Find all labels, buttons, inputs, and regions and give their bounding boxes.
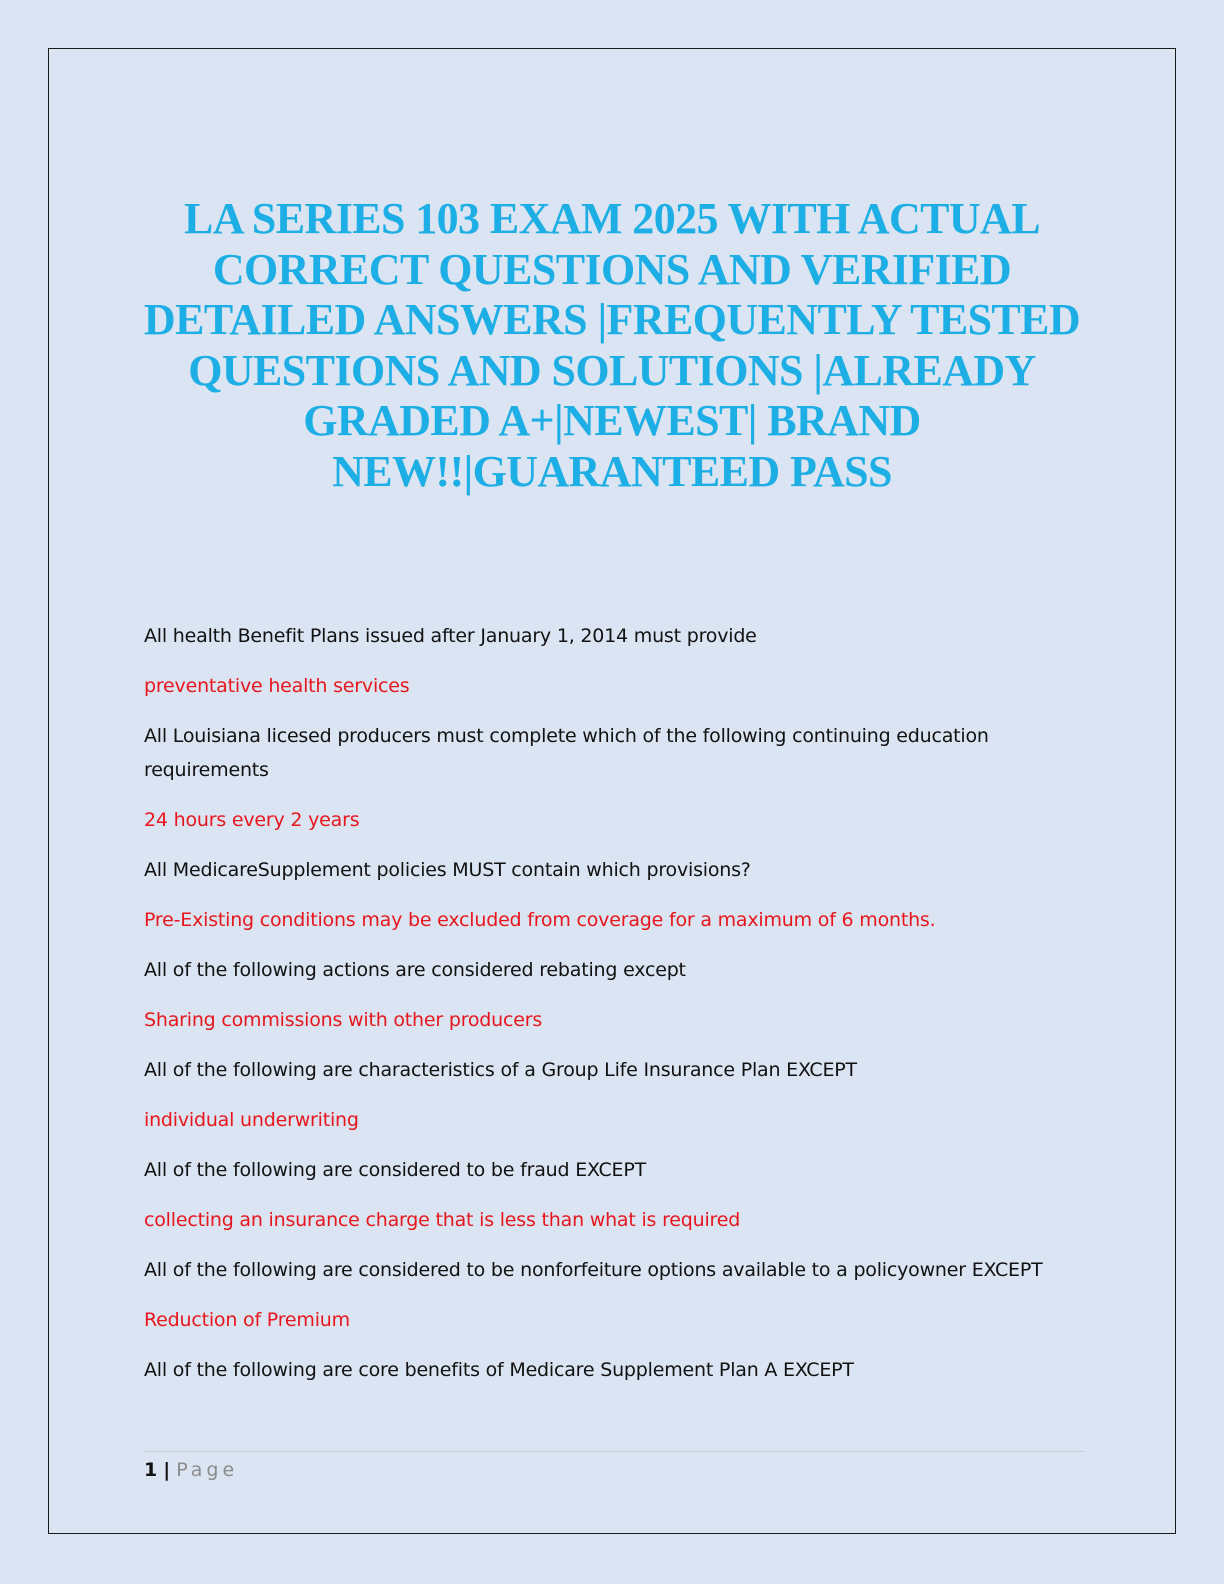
question: All Louisiana licesed producers must complete which of the following continuing education requirements	[144, 725, 989, 781]
question: All of the following are characteristics of a Group Life Insurance Plan EXCEPT	[144, 1059, 857, 1081]
question: All of the following are considered to be fraud EXCEPT	[144, 1159, 646, 1181]
answer: Reduction of Premium	[144, 1309, 350, 1331]
footer-divider	[144, 1451, 1084, 1452]
answer: 24 hours every 2 years	[144, 809, 360, 831]
question: All MedicareSupplement policies MUST contain which provisions?	[144, 859, 751, 881]
question: All of the following are core benefits of Medicare Supplement Plan A EXCEPT	[144, 1359, 854, 1381]
answer: Pre-Existing conditions may be excluded from coverage for a maximum of 6 months.	[144, 909, 936, 931]
question: All of the following are considered to be nonforfeiture options available to a policyowner EXCEPT	[144, 1259, 1043, 1281]
question: All health Benefit Plans issued after January 1, 2014 must provide	[144, 625, 757, 647]
answer: individual underwriting	[144, 1109, 359, 1131]
question: All of the following actions are considered rebating except	[144, 959, 686, 981]
footer-separator: |	[163, 1459, 171, 1481]
qa-list	[144, 619, 1044, 1403]
page-label: Page	[176, 1459, 239, 1481]
answer: Sharing commissions with other producers	[144, 1009, 543, 1031]
answer: collecting an insurance charge that is less than what is required	[144, 1209, 741, 1231]
document-title: LA SERIES 103 EXAM 2025 WITH ACTUAL CORRECT QUESTIONS AND VERIFIED DETAILED ANSWERS |FREQUENTLY TESTED QUESTIONS AND SOLUTIONS |ALREADY GRADED A+|NEWEST| BRAND NEW!!|GUARANTEED PASS	[143, 194, 1081, 496]
page-footer	[144, 1456, 238, 1484]
page-number: 1	[144, 1459, 158, 1481]
answer: preventative health services	[144, 675, 410, 697]
